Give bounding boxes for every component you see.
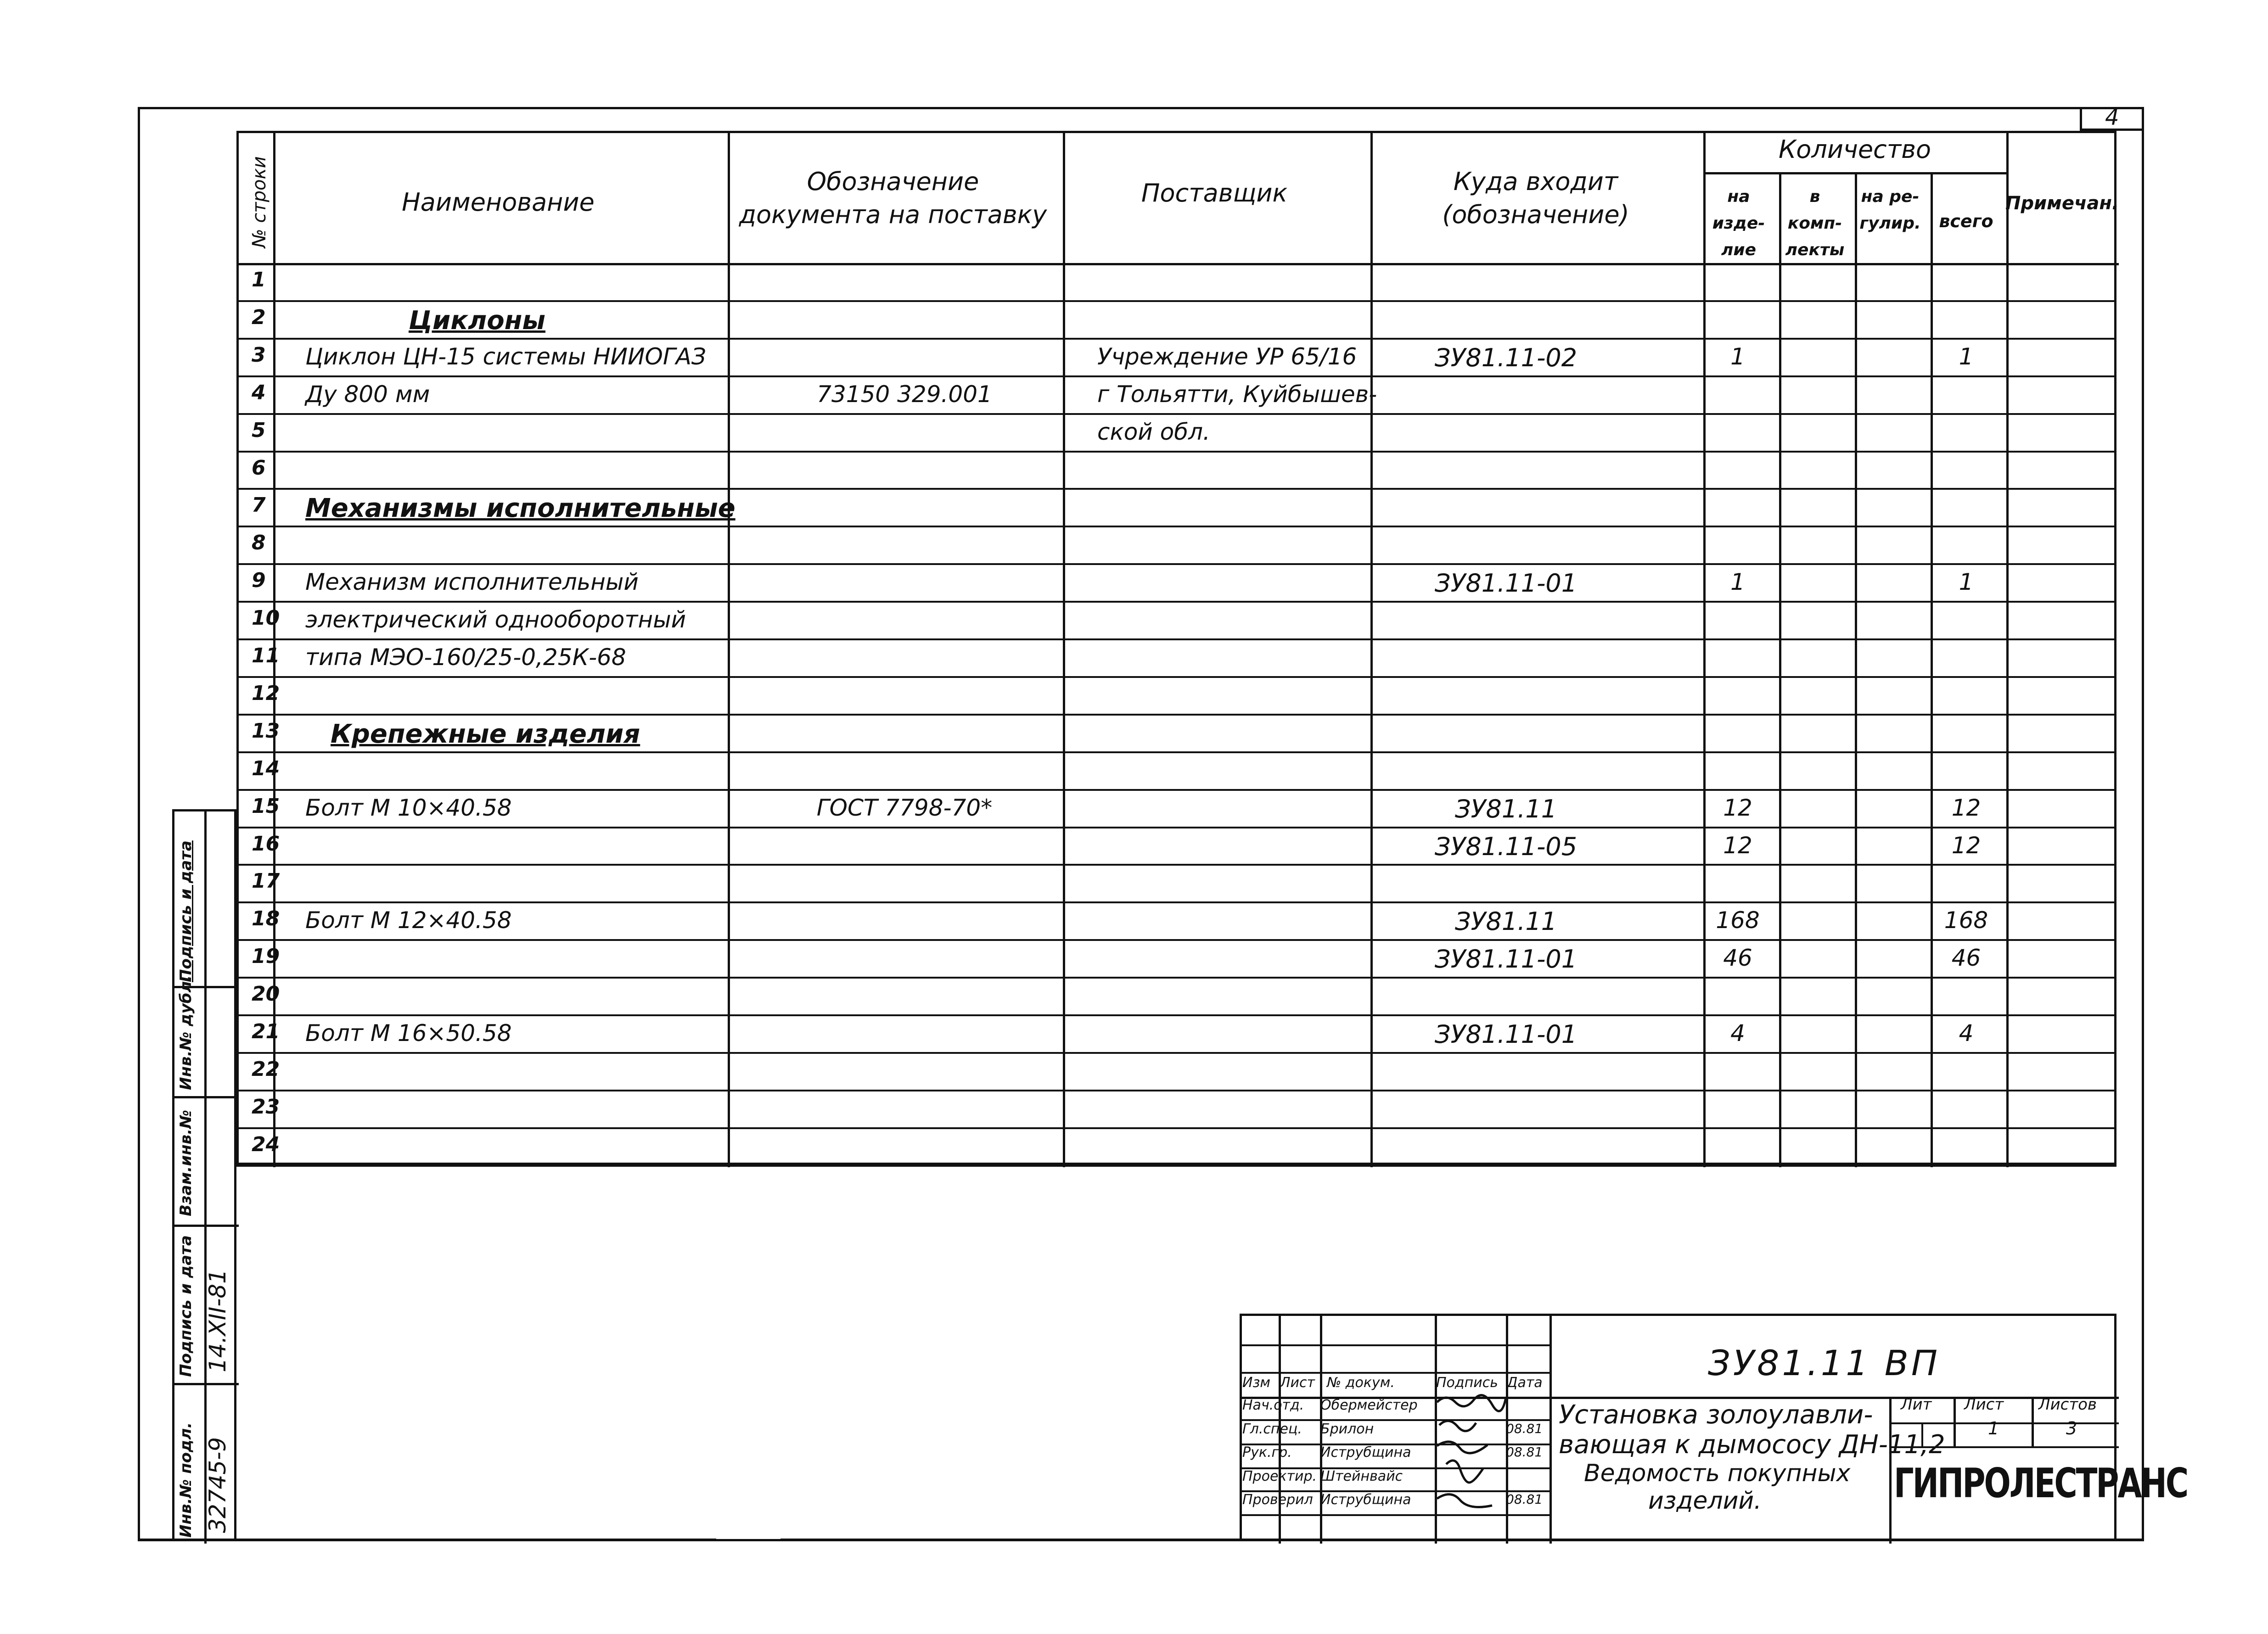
item-name: Болт М 10×40.58 [305, 795, 512, 821]
title-date: 08.81 [1506, 1492, 1543, 1507]
row-divider [236, 901, 2116, 903]
item-qty-total: 168 [1944, 907, 1988, 934]
sheet-number: 4 [2105, 105, 2119, 130]
item-doc: 73150 329.001 [817, 381, 992, 408]
row-number: 11 [252, 644, 280, 667]
title-role: Нач.отд. [1242, 1397, 1304, 1413]
title-line-4: изделий. [1648, 1487, 1762, 1515]
title-person: Обермейстер [1320, 1397, 1418, 1413]
item-qty-per-item: 12 [1723, 832, 1752, 859]
row-number: 16 [252, 832, 280, 856]
item-qty-total: 1 [1959, 569, 1974, 595]
section-title: Крепежные изделия [331, 719, 640, 749]
row-divider [236, 451, 2116, 453]
item-where: ЗУ81.11-02 [1434, 343, 1577, 372]
row-number: 15 [252, 795, 280, 818]
item-qty-per-item: 4 [1730, 1020, 1745, 1046]
row-number: 3 [252, 343, 266, 367]
row-divider [236, 714, 2116, 716]
header-row-no: № строки [249, 156, 270, 248]
item-name: Циклон ЦН-15 системы НИИОГАЗ [305, 343, 706, 370]
row-number: 19 [252, 945, 280, 968]
title-person: Иструбщина [1320, 1492, 1411, 1508]
item-name: Ду 800 мм [305, 381, 430, 408]
item-qty-total: 12 [1951, 832, 1981, 859]
row-divider [236, 1090, 2116, 1091]
row-number: 22 [252, 1058, 280, 1081]
title-role: Гл.спец. [1242, 1421, 1302, 1437]
header-where: Куда входит (обозначение) [1442, 167, 1629, 229]
title-line-2: вающая к дымососу ДН-11,2 [1559, 1430, 1945, 1460]
title-sheets-value: 3 [2066, 1418, 2077, 1438]
title-designation: ЗУ81.11 ВП [1708, 1343, 1941, 1383]
item-name: Болт М 16×50.58 [305, 1020, 512, 1046]
title-sheet-value: 1 [1988, 1418, 1999, 1438]
header-supplier: Поставщик [1141, 179, 1288, 207]
item-name: Болт М 12×40.58 [305, 907, 512, 934]
row-divider [236, 563, 2116, 565]
item-name: типа МЭО-160/25-0,25К-68 [305, 644, 626, 671]
item-where: ЗУ81.11 [1454, 795, 1557, 823]
title-date: 08.81 [1506, 1421, 1543, 1436]
row-number: 12 [252, 682, 280, 705]
row-divider [236, 1127, 2116, 1129]
section-title: Механизмы исполнительные [305, 493, 735, 523]
row-number: 8 [252, 531, 266, 554]
row-divider [236, 1052, 2116, 1054]
row-divider [236, 601, 2116, 603]
header-qty: Количество [1778, 135, 1931, 164]
item-where: ЗУ81.11-01 [1434, 569, 1577, 598]
title-line-3: Ведомость покупных [1584, 1460, 1851, 1487]
row-number: 6 [252, 456, 266, 480]
item-qty-total: 12 [1951, 795, 1981, 821]
row-number: 7 [252, 493, 266, 517]
title-sheet-label: Лист [1964, 1395, 2004, 1414]
row-divider [236, 751, 2116, 753]
title-line-1: Установка золоулавли- [1559, 1400, 1873, 1430]
row-number: 2 [252, 306, 266, 329]
row-divider [236, 827, 2116, 828]
row-number: 18 [252, 907, 280, 930]
row-divider [236, 1014, 2116, 1016]
item-qty-per-item: 46 [1723, 945, 1752, 971]
title-person: Иструбщина [1320, 1444, 1411, 1461]
header-doc: Обозначение документа на поставку [739, 167, 1047, 229]
item-supplier: Учреждение УР 65/16 [1097, 343, 1357, 370]
row-number: 17 [252, 869, 280, 893]
header-note: Примечан. [2005, 193, 2119, 214]
item-where: ЗУ81.11 [1454, 907, 1557, 936]
row-divider [236, 638, 2116, 640]
header-qty-per-item: на изде-лие [1712, 187, 1765, 259]
item-qty-per-item: 1 [1730, 569, 1745, 595]
row-number: 23 [252, 1095, 280, 1119]
row-divider [236, 300, 2116, 302]
header-name: Наименование [402, 188, 595, 217]
title-lit-label: Лит [1901, 1395, 1932, 1414]
row-divider [236, 939, 2116, 941]
row-number: 20 [252, 982, 280, 1006]
item-name: электрический однооборотный [305, 606, 686, 633]
row-divider [236, 338, 2116, 340]
header-qty-total: всего [1939, 211, 1993, 231]
side-dup-label: Инв.№ дубл. [177, 975, 195, 1090]
row-divider [236, 1165, 2116, 1167]
row-divider [236, 789, 2116, 791]
row-number: 14 [252, 757, 280, 780]
title-person: Штейнвайс [1320, 1468, 1403, 1484]
item-where: ЗУ81.11-01 [1434, 945, 1577, 974]
header-qty-reg: на ре-гулир. [1859, 187, 1921, 233]
side-sign-date2-label: Подпись и дата [177, 840, 195, 982]
item-where: ЗУ81.11-01 [1434, 1020, 1577, 1049]
title-person: Брилон [1320, 1421, 1374, 1437]
row-number: 9 [252, 569, 266, 592]
item-qty-total: 46 [1951, 945, 1981, 971]
row-number: 24 [252, 1133, 280, 1156]
title-date: 08.81 [1506, 1444, 1543, 1460]
item-qty-total: 1 [1959, 343, 1974, 370]
title-col-sign: Подпись [1436, 1375, 1498, 1391]
row-divider [236, 526, 2116, 527]
item-supplier: ской обл. [1097, 419, 1210, 445]
row-number: 21 [252, 1020, 280, 1043]
item-where: ЗУ81.11-05 [1434, 832, 1577, 861]
item-name: Механизм исполнительный [305, 569, 639, 595]
row-divider [236, 864, 2116, 866]
item-qty-per-item: 1 [1730, 343, 1745, 370]
row-number: 10 [252, 606, 280, 630]
row-divider [236, 977, 2116, 979]
row-divider [236, 488, 2116, 490]
title-col-izm: Изм [1242, 1375, 1271, 1391]
item-qty-per-item: 168 [1716, 907, 1760, 934]
side-inv-value: 32745-9 [204, 1437, 231, 1533]
signatures [1432, 1391, 1510, 1528]
side-replaced-label: Взам.инв.№ [177, 1110, 195, 1216]
side-sign-date-value: 14.XII-81 [204, 1269, 231, 1372]
side-sign-date-label: Подпись и дата [177, 1235, 195, 1377]
row-divider [236, 413, 2116, 415]
item-qty-per-item: 12 [1723, 795, 1752, 821]
item-supplier: г Тольятти, Куйбышев- [1097, 381, 1377, 408]
row-divider [236, 676, 2116, 678]
header-qty-kits: в комп-лекты [1785, 187, 1845, 259]
title-col-date: Дата [1507, 1375, 1543, 1391]
title-role: Проверил [1242, 1492, 1313, 1508]
title-col-doc: № докум. [1327, 1375, 1395, 1391]
title-org: ГИПРОЛЕСТРАНС [1894, 1460, 2188, 1507]
item-doc: ГОСТ 7798-70* [816, 795, 993, 821]
row-number: 1 [252, 268, 266, 291]
title-sheets-label: Листов [2038, 1395, 2097, 1414]
title-role: Рук.гр. [1242, 1444, 1292, 1461]
title-col-list: Лист [1280, 1375, 1315, 1391]
row-number: 13 [252, 719, 280, 743]
side-inv-label: Инв.№ подл. [177, 1422, 195, 1538]
item-qty-total: 4 [1959, 1020, 1974, 1046]
row-number: 5 [252, 419, 266, 442]
title-role: Проектир. [1242, 1468, 1317, 1484]
row-number: 4 [252, 381, 266, 404]
section-title: Циклоны [409, 306, 546, 336]
row-divider [236, 375, 2116, 377]
